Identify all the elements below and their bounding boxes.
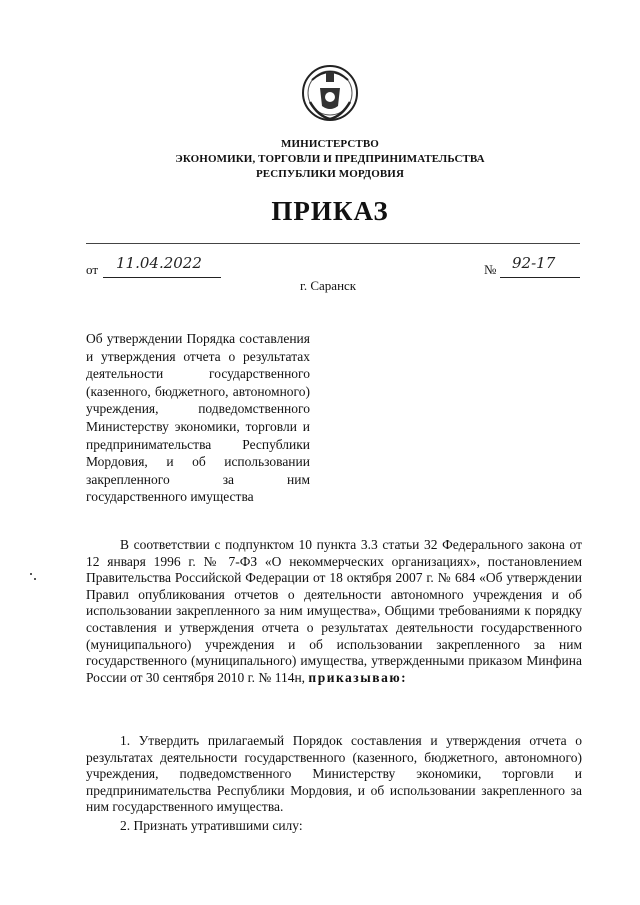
- order-subject: Об утверждении Порядка составления и утверждения отчета о результатах деятельности государственного (казенного, бюджетного, автономного) учреждения, подведомственного Министерству экономики, торговли и предпринимательства Республики Мордовия, и об использовании закрепленного за ним государственного имущества: [86, 331, 310, 505]
- org-name-line-1: МИНИСТЕРСТВО: [281, 138, 379, 150]
- date-underline: [103, 277, 221, 278]
- org-name-line-2: ЭКОНОМИКИ, ТОРГОВЛИ И ПРЕДПРИНИМАТЕЛЬСТВА: [175, 153, 485, 165]
- date-value: 11.04.2022: [116, 254, 202, 272]
- scan-speck: [34, 578, 36, 580]
- clause-1: 1. Утвердить прилагаемый Порядок составления и утверждения отчета о результатах деятельности государственного (казенного, бюджетного, автономного) учреждения, подведомственного Министерству экономики, торговли и предпринимательства Республики Мордовия, и об использовании закрепленного за ним государственного имущества.: [86, 733, 582, 815]
- scan-speck: [30, 573, 32, 575]
- header-divider: [86, 243, 580, 244]
- order-word: приказываю:: [308, 669, 408, 685]
- city: г. Саранск: [300, 278, 357, 293]
- document-title: ПРИКАЗ: [271, 196, 389, 226]
- number-value: 92-17: [512, 254, 556, 272]
- date-label: от: [86, 262, 99, 277]
- number-underline: [500, 277, 580, 278]
- preamble-text: В соответствии с подпунктом 10 пункта 3.3 статьи 32 Федерального закона от 12 января 1996 г. № 7-ФЗ «О некоммерческих организациях», постановлением Правительства Российской Федерации от 18 октября 2007 г. № 684 «Об утверждении Правил опубликования отчетов о деятельности автономного учреждения и об использовании закрепленного за ним имущества», Общими требованиями к порядку составления и утверждения отчета о результатах деятельности государственного (муниципального) учреждения и об использовании закрепленного за ним государственного (муниципального) имущества, утвержденными приказом Минфина России от 30 сентября 2010 г. № 114н,: [86, 537, 582, 685]
- coat-of-arms-icon: [300, 62, 360, 124]
- org-name-line-3: РЕСПУБЛИКИ МОРДОВИЯ: [255, 168, 404, 180]
- preamble-paragraph: [86, 537, 582, 686]
- clause-2: 2. Признать утратившими силу:: [120, 818, 303, 833]
- number-label: №: [484, 262, 497, 277]
